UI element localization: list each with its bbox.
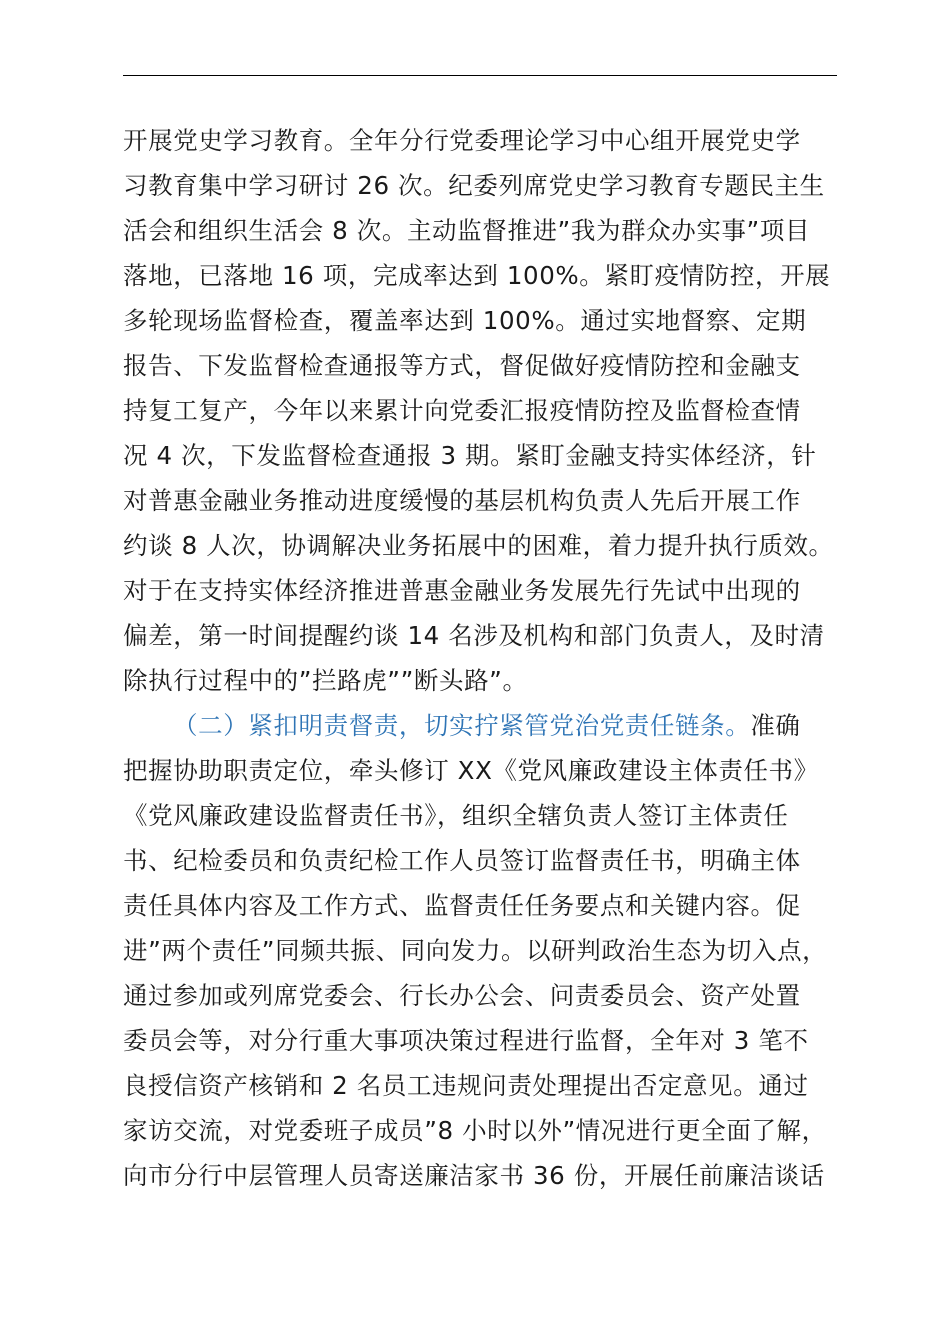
paragraph-2-first-line <box>123 703 863 748</box>
text-line: 对普惠金融业务推动进度缓慢的基层机构负责人先后开展工作 <box>123 486 801 515</box>
document-body <box>123 118 863 1198</box>
text-line: 报告、下发监督检查通报等方式，督促做好疫情防控和金融支 <box>123 351 801 380</box>
text-line: 况 4 次，下发监督检查通报 3 期。紧盯金融支持实体经济，针 <box>123 441 817 470</box>
text-line: 落地，已落地 16 项，完成率达到 100%。紧盯疫情防控，开展 <box>123 261 831 290</box>
text-line: 偏差，第一时间提醒约谈 14 名涉及机构和部门负责人，及时清 <box>123 621 825 650</box>
text-line: 活会和组织生活会 8 次。主动监督推进”我为群众办实事”项目 <box>123 216 811 245</box>
text-fragment: 准确 <box>750 711 801 740</box>
text-line: 良授信资产核销和 2 名员工违规问责处理提出否定意见。通过 <box>123 1071 809 1100</box>
text-line: 通过参加或列席党委会、行长办公会、问责委员会、资产处置 <box>123 981 801 1010</box>
text-line: 对于在支持实体经济推进普惠金融业务发展先行先试中出现的 <box>123 576 801 605</box>
text-line: 约谈 8 人次，协调解决业务拓展中的困难，着力提升执行质效。 <box>123 531 834 560</box>
text-line: 家访交流，对党委班子成员”8 小时以外”情况进行更全面了解， <box>123 1116 827 1145</box>
text-line: 书、纪检委员和负责纪检工作人员签订监督责任书，明确主体 <box>123 846 801 875</box>
section-heading: （二）紧扣明责督责，切实拧紧管党治党责任链条。 <box>173 711 751 740</box>
text-line: 进”两个责任”同频共振、同向发力。以研判政治生态为切入点， <box>123 936 828 965</box>
paragraph-1 <box>123 118 863 703</box>
text-line: 把握协助职责定位，牵头修订 XX《党风廉政建设主体责任书》 <box>123 756 819 785</box>
text-line: 《党风廉政建设监督责任书》，组织全辖负责人签订主体责任 <box>123 801 789 830</box>
text-line: 习教育集中学习研讨 26 次。纪委列席党史学习教育专题民主生 <box>123 171 825 200</box>
text-line: 开展党史学习教育。全年分行党委理论学习中心组开展党史学 <box>123 126 801 155</box>
text-line: 除执行过程中的”拦路虎””断头路”。 <box>123 666 528 695</box>
text-line: 向市分行中层管理人员寄送廉洁家书 36 份，开展任前廉洁谈话 <box>123 1161 825 1190</box>
text-line: 多轮现场监督检查，覆盖率达到 100%。通过实地督察、定期 <box>123 306 807 335</box>
text-line: 委员会等，对分行重大事项决策过程进行监督，全年对 3 笔不 <box>123 1026 809 1055</box>
paragraph-2 <box>123 703 863 1198</box>
header-rule <box>123 75 837 76</box>
text-line: 责任具体内容及工作方式、监督责任任务要点和关键内容。促 <box>123 891 801 920</box>
text-line: 持复工复产，今年以来累计向党委汇报疫情防控及监督检查情 <box>123 396 801 425</box>
